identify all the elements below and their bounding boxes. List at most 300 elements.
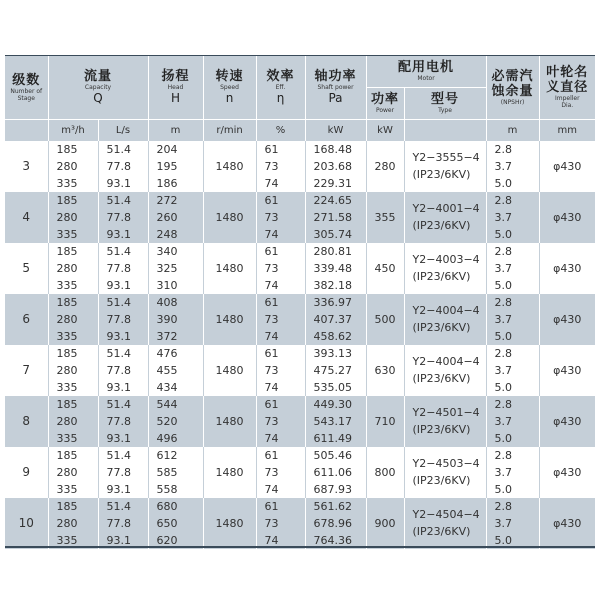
- head-cell-value: 408: [156, 295, 178, 309]
- efficiency-cell-value: 61: [264, 142, 279, 156]
- capacity-ls-cell: [98, 345, 148, 396]
- capacity-ls-cell: [98, 243, 148, 294]
- head-cell-value: 558: [156, 482, 178, 496]
- head-cell-value: 204: [156, 142, 178, 156]
- header-shaft-power: [305, 56, 366, 119]
- head-cell-value: 455: [156, 363, 178, 377]
- efficiency-cell-value: 61: [264, 193, 279, 207]
- efficiency-cell-value: 74: [264, 329, 279, 343]
- speed-cell: 1480: [203, 294, 256, 345]
- npsh-cell-value: 3.7: [494, 414, 513, 428]
- head-cell: [148, 498, 203, 549]
- capacity-ls-cell-value: 93.1: [106, 227, 131, 241]
- capacity-m3h-cell-value: 280: [56, 261, 78, 275]
- npsh-cell-value: 5.0: [494, 227, 513, 241]
- motor-type-line: Y2−4001−4: [412, 202, 480, 215]
- header-speed: [203, 56, 256, 119]
- capacity-m3h-cell-value: 280: [56, 363, 78, 377]
- motor-type-line: Y2−4504−4: [412, 508, 480, 521]
- capacity-ls-cell-value: 93.1: [106, 278, 131, 292]
- npsh-cell-value: 5.0: [494, 380, 513, 394]
- shaft-power-cell: [305, 447, 366, 498]
- motor-power-cell: 710: [366, 396, 404, 447]
- npsh-cell-value: 2.8: [494, 295, 513, 309]
- efficiency-cell-value: 74: [264, 482, 279, 496]
- efficiency-cell-value: 73: [264, 159, 279, 173]
- motor-type-line: (IP23/6KV): [412, 423, 471, 436]
- motor-type-cell: [404, 141, 486, 192]
- header-motor-en: Motor: [417, 75, 435, 83]
- capacity-ls-cell-value: 51.4: [106, 193, 131, 207]
- capacity-m3h-cell: [48, 192, 98, 243]
- head-cell-value: 612: [156, 448, 178, 462]
- capacity-m3h-cell-value: 185: [56, 142, 78, 156]
- table-row: [5, 447, 595, 498]
- capacity-m3h-cell-value: 185: [56, 295, 78, 309]
- speed-cell: 1480: [203, 192, 256, 243]
- speed-cell: 1480: [203, 345, 256, 396]
- header-npsh-en: (NPSHr): [500, 98, 525, 106]
- header-efficiency-symbol: η: [276, 91, 285, 106]
- npsh-cell-value: 5.0: [494, 176, 513, 190]
- capacity-m3h-cell-value: 280: [56, 516, 78, 530]
- motor-type-cell: [404, 447, 486, 498]
- capacity-m3h-cell: [48, 498, 98, 549]
- pump-performance-table: [5, 56, 595, 549]
- header-impeller-cn: 叶轮名义直径: [546, 65, 589, 96]
- capacity-m3h-cell-value: 335: [56, 482, 78, 496]
- motor-type-line: (IP23/6KV): [412, 321, 471, 334]
- shaft-power-cell: [305, 498, 366, 549]
- head-cell-value: 496: [156, 431, 178, 445]
- shaft-power-cell: [305, 396, 366, 447]
- motor-power-cell: 800: [366, 447, 404, 498]
- npsh-cell-value: 2.8: [494, 346, 513, 360]
- efficiency-cell-value: 61: [264, 397, 279, 411]
- npsh-cell-value: 3.7: [494, 159, 513, 173]
- head-cell-value: 390: [156, 312, 178, 326]
- capacity-m3h-cell-value: 280: [56, 210, 78, 224]
- capacity-m3h-cell-value: 185: [56, 193, 78, 207]
- impeller-dia-cell: φ430: [539, 498, 595, 549]
- capacity-m3h-cell-value: 335: [56, 329, 78, 343]
- capacity-ls-cell-value: 93.1: [106, 533, 131, 547]
- unit-stage: [5, 119, 48, 141]
- head-cell: [148, 447, 203, 498]
- header-capacity: [48, 56, 148, 119]
- unit-motor-type: [404, 119, 486, 141]
- head-cell: [148, 243, 203, 294]
- shaft-power-cell-value: 505.46: [313, 448, 353, 462]
- capacity-ls-cell: [98, 498, 148, 549]
- capacity-m3h-cell-value: 335: [56, 176, 78, 190]
- capacity-m3h-cell-value: 280: [56, 414, 78, 428]
- npsh-cell-value: 2.8: [494, 499, 513, 513]
- header-motor-type-en: Type: [438, 107, 452, 114]
- motor-type-cell: [404, 498, 486, 549]
- npsh-cell: [486, 498, 539, 549]
- stage-cell: 3: [5, 141, 48, 192]
- header-motor-type: [404, 87, 486, 119]
- capacity-ls-cell-value: 51.4: [106, 448, 131, 462]
- capacity-m3h-cell: [48, 447, 98, 498]
- head-cell: [148, 192, 203, 243]
- shaft-power-cell: [305, 294, 366, 345]
- head-cell-value: 680: [156, 499, 178, 513]
- header-motor-power-cn: 功率: [371, 92, 400, 107]
- efficiency-cell-value: 73: [264, 210, 279, 224]
- unit-capacity-m3h: m³/h: [48, 119, 98, 141]
- header-shaft-power-symbol: Pa: [328, 91, 343, 106]
- capacity-ls-cell-value: 77.8: [106, 312, 131, 326]
- shaft-power-cell: [305, 141, 366, 192]
- efficiency-cell-value: 73: [264, 516, 279, 530]
- motor-type-line: (IP23/6KV): [412, 168, 471, 181]
- efficiency-cell-value: 73: [264, 363, 279, 377]
- stage-cell: 4: [5, 192, 48, 243]
- stage-cell: 10: [5, 498, 48, 549]
- capacity-m3h-cell-value: 280: [56, 312, 78, 326]
- capacity-ls-cell-value: 51.4: [106, 346, 131, 360]
- header-stage-cn: 级数: [12, 72, 41, 88]
- header-stage-en: Number of Stage: [10, 87, 43, 102]
- head-cell-value: 544: [156, 397, 178, 411]
- head-cell-value: 620: [156, 533, 178, 547]
- impeller-dia-cell: φ430: [539, 141, 595, 192]
- header-shaft-power-en: Shaft power: [317, 84, 354, 92]
- table-row: [5, 498, 595, 549]
- impeller-dia-cell: φ430: [539, 192, 595, 243]
- impeller-dia-cell: φ430: [539, 396, 595, 447]
- efficiency-cell-value: 73: [264, 261, 279, 275]
- speed-cell: 1480: [203, 396, 256, 447]
- impeller-dia-cell: φ430: [539, 294, 595, 345]
- npsh-cell-value: 5.0: [494, 329, 513, 343]
- header-motor-power: [366, 87, 404, 119]
- efficiency-cell-value: 74: [264, 380, 279, 394]
- header-motor-power-en: Power: [375, 107, 395, 114]
- efficiency-cell: [256, 396, 305, 447]
- shaft-power-cell-value: 449.30: [313, 397, 353, 411]
- capacity-m3h-cell-value: 280: [56, 159, 78, 173]
- capacity-ls-cell: [98, 294, 148, 345]
- efficiency-cell: [256, 141, 305, 192]
- shaft-power-cell-value: 382.18: [313, 278, 353, 292]
- motor-type-line: (IP23/6KV): [412, 474, 471, 487]
- npsh-cell: [486, 345, 539, 396]
- shaft-power-cell-value: 168.48: [313, 142, 353, 156]
- table-row: [5, 396, 595, 447]
- capacity-m3h-cell: [48, 141, 98, 192]
- head-cell-value: 520: [156, 414, 178, 428]
- motor-type-cell: [404, 243, 486, 294]
- unit-motor-power: kW: [366, 119, 404, 141]
- capacity-m3h-cell: [48, 396, 98, 447]
- motor-type-line: (IP23/6KV): [412, 270, 471, 283]
- shaft-power-cell-value: 229.31: [313, 176, 353, 190]
- capacity-ls-cell: [98, 192, 148, 243]
- npsh-cell-value: 3.7: [494, 210, 513, 224]
- shaft-power-cell-value: 458.62: [313, 329, 353, 343]
- table-row: [5, 192, 595, 243]
- npsh-cell: [486, 396, 539, 447]
- npsh-cell-value: 5.0: [494, 431, 513, 445]
- shaft-power-cell-value: 280.81: [313, 244, 353, 258]
- motor-type-cell: [404, 192, 486, 243]
- npsh-cell-value: 3.7: [494, 363, 513, 377]
- capacity-m3h-cell-value: 185: [56, 346, 78, 360]
- head-cell-value: 372: [156, 329, 178, 343]
- capacity-m3h-cell-value: 185: [56, 499, 78, 513]
- header-speed-symbol: n: [225, 91, 234, 106]
- head-cell-value: 340: [156, 244, 178, 258]
- npsh-cell-value: 2.8: [494, 142, 513, 156]
- unit-npsh: m: [486, 119, 539, 141]
- header-motor-type-cn: 型号: [431, 92, 460, 107]
- head-cell-value: 186: [156, 176, 178, 190]
- efficiency-cell: [256, 498, 305, 549]
- shaft-power-cell-value: 393.13: [313, 346, 353, 360]
- head-cell-value: 272: [156, 193, 178, 207]
- npsh-cell-value: 5.0: [494, 533, 513, 547]
- capacity-ls-cell: [98, 396, 148, 447]
- npsh-cell: [486, 294, 539, 345]
- npsh-cell-value: 2.8: [494, 397, 513, 411]
- motor-type-line: Y2−4004−4: [412, 304, 480, 317]
- head-cell-value: 260: [156, 210, 178, 224]
- efficiency-cell: [256, 243, 305, 294]
- motor-power-cell: 630: [366, 345, 404, 396]
- efficiency-cell-value: 61: [264, 499, 279, 513]
- efficiency-cell: [256, 192, 305, 243]
- motor-power-cell: 450: [366, 243, 404, 294]
- shaft-power-cell-value: 687.93: [313, 482, 353, 496]
- capacity-m3h-cell-value: 335: [56, 227, 78, 241]
- stage-cell: 8: [5, 396, 48, 447]
- table-header: [5, 56, 595, 141]
- header-efficiency: [256, 56, 305, 119]
- unit-capacity-ls: L/s: [98, 119, 148, 141]
- shaft-power-cell-value: 611.49: [313, 431, 353, 445]
- efficiency-cell: [256, 345, 305, 396]
- shaft-power-cell: [305, 345, 366, 396]
- header-capacity-en: Capacity: [84, 84, 112, 92]
- npsh-cell-value: 3.7: [494, 516, 513, 530]
- capacity-m3h-cell: [48, 345, 98, 396]
- capacity-m3h-cell-value: 185: [56, 397, 78, 411]
- capacity-ls-cell: [98, 141, 148, 192]
- unit-efficiency: %: [256, 119, 305, 141]
- header-speed-cn: 转速: [215, 69, 244, 85]
- impeller-dia-cell: φ430: [539, 345, 595, 396]
- header-head: [148, 56, 203, 119]
- table-row: [5, 294, 595, 345]
- motor-power-cell: 280: [366, 141, 404, 192]
- efficiency-cell-value: 74: [264, 431, 279, 445]
- shaft-power-cell-value: 611.06: [313, 465, 353, 479]
- head-cell-value: 310: [156, 278, 178, 292]
- table-body: [5, 141, 595, 549]
- impeller-dia-cell: φ430: [539, 447, 595, 498]
- stage-cell: 6: [5, 294, 48, 345]
- capacity-ls-cell-value: 77.8: [106, 363, 131, 377]
- header-head-en: Head: [167, 84, 184, 92]
- efficiency-cell-value: 74: [264, 227, 279, 241]
- capacity-m3h-cell: [48, 243, 98, 294]
- shaft-power-cell-value: 475.27: [313, 363, 353, 377]
- capacity-m3h-cell-value: 185: [56, 244, 78, 258]
- capacity-m3h-cell: [48, 294, 98, 345]
- capacity-ls-cell-value: 93.1: [106, 431, 131, 445]
- capacity-ls-cell-value: 51.4: [106, 244, 131, 258]
- capacity-ls-cell-value: 77.8: [106, 465, 131, 479]
- capacity-m3h-cell-value: 280: [56, 465, 78, 479]
- head-cell: [148, 141, 203, 192]
- motor-type-line: (IP23/6KV): [412, 372, 471, 385]
- shaft-power-cell-value: 271.58: [313, 210, 353, 224]
- motor-type-line: Y2−4501−4: [412, 406, 480, 419]
- impeller-dia-cell: φ430: [539, 243, 595, 294]
- motor-type-cell: [404, 345, 486, 396]
- shaft-power-cell-value: 407.37: [313, 312, 353, 326]
- shaft-power-cell: [305, 192, 366, 243]
- capacity-ls-cell-value: 51.4: [106, 142, 131, 156]
- stage-cell: 7: [5, 345, 48, 396]
- efficiency-cell-value: 74: [264, 533, 279, 547]
- header-efficiency-en: Eff.: [275, 84, 286, 92]
- head-cell-value: 248: [156, 227, 178, 241]
- table-bottom-rule: [5, 546, 595, 548]
- motor-type-line: Y2−4003−4: [412, 253, 480, 266]
- motor-type-line: Y2−3555−4: [412, 151, 480, 164]
- table-row: [5, 243, 595, 294]
- header-head-symbol: H: [171, 91, 181, 106]
- npsh-cell: [486, 192, 539, 243]
- npsh-cell-value: 5.0: [494, 278, 513, 292]
- efficiency-cell: [256, 294, 305, 345]
- efficiency-cell-value: 73: [264, 465, 279, 479]
- head-cell: [148, 294, 203, 345]
- header-motor: [366, 56, 486, 87]
- shaft-power-cell-value: 561.62: [313, 499, 353, 513]
- efficiency-cell-value: 61: [264, 244, 279, 258]
- shaft-power-cell-value: 543.17: [313, 414, 353, 428]
- header-speed-en: Speed: [220, 84, 239, 92]
- shaft-power-cell: [305, 243, 366, 294]
- efficiency-cell-value: 61: [264, 295, 279, 309]
- unit-speed: r/min: [203, 119, 256, 141]
- unit-shaft-power: kW: [305, 119, 366, 141]
- head-cell-value: 476: [156, 346, 178, 360]
- capacity-ls-cell-value: 77.8: [106, 516, 131, 530]
- motor-type-cell: [404, 396, 486, 447]
- speed-cell: 1480: [203, 498, 256, 549]
- efficiency-cell-value: 74: [264, 278, 279, 292]
- speed-cell: 1480: [203, 141, 256, 192]
- unit-head: m: [148, 119, 203, 141]
- speed-cell: 1480: [203, 243, 256, 294]
- header-capacity-cn: 流量: [84, 69, 113, 85]
- motor-power-cell: 355: [366, 192, 404, 243]
- efficiency-cell-value: 61: [264, 346, 279, 360]
- header-stage: [5, 56, 48, 119]
- table-row: [5, 141, 595, 192]
- header-npsh-cn: 必需汽蚀余量: [491, 68, 534, 99]
- header-npsh: [486, 56, 539, 119]
- npsh-cell-value: 2.8: [494, 193, 513, 207]
- head-cell-value: 650: [156, 516, 178, 530]
- capacity-ls-cell-value: 51.4: [106, 397, 131, 411]
- capacity-ls-cell-value: 93.1: [106, 380, 131, 394]
- motor-type-cell: [404, 294, 486, 345]
- npsh-cell-value: 5.0: [494, 482, 513, 496]
- shaft-power-cell-value: 764.36: [313, 533, 353, 547]
- efficiency-cell-value: 74: [264, 176, 279, 190]
- motor-type-line: (IP23/6KV): [412, 219, 471, 232]
- npsh-cell: [486, 243, 539, 294]
- head-cell: [148, 345, 203, 396]
- shaft-power-cell-value: 336.97: [313, 295, 353, 309]
- capacity-ls-cell-value: 51.4: [106, 295, 131, 309]
- stage-cell: 9: [5, 447, 48, 498]
- shaft-power-cell-value: 203.68: [313, 159, 353, 173]
- unit-impeller: mm: [539, 119, 595, 141]
- stage-cell: 5: [5, 243, 48, 294]
- capacity-m3h-cell-value: 335: [56, 278, 78, 292]
- header-impeller-en: Impeller Dia.: [554, 95, 580, 110]
- capacity-m3h-cell-value: 335: [56, 431, 78, 445]
- motor-type-line: Y2−4503−4: [412, 457, 480, 470]
- npsh-cell-value: 2.8: [494, 244, 513, 258]
- capacity-ls-cell: [98, 447, 148, 498]
- header-capacity-symbol: Q: [93, 91, 103, 106]
- npsh-cell-value: 2.8: [494, 448, 513, 462]
- head-cell-value: 195: [156, 159, 178, 173]
- npsh-cell-value: 3.7: [494, 465, 513, 479]
- capacity-m3h-cell-value: 335: [56, 533, 78, 547]
- shaft-power-cell-value: 535.05: [313, 380, 353, 394]
- capacity-m3h-cell-value: 185: [56, 448, 78, 462]
- capacity-ls-cell-value: 93.1: [106, 482, 131, 496]
- motor-power-cell: 500: [366, 294, 404, 345]
- npsh-cell-value: 3.7: [494, 261, 513, 275]
- efficiency-cell: [256, 447, 305, 498]
- npsh-cell: [486, 141, 539, 192]
- capacity-ls-cell-value: 93.1: [106, 176, 131, 190]
- capacity-ls-cell-value: 51.4: [106, 499, 131, 513]
- header-motor-cn: 配用电机: [398, 60, 455, 76]
- header-shaft-power-cn: 轴功率: [314, 69, 357, 85]
- shaft-power-cell-value: 224.65: [313, 193, 353, 207]
- speed-cell: 1480: [203, 447, 256, 498]
- header-efficiency-cn: 效率: [266, 69, 295, 85]
- head-cell: [148, 396, 203, 447]
- motor-type-line: (IP23/6KV): [412, 525, 471, 538]
- capacity-m3h-cell-value: 335: [56, 380, 78, 394]
- head-cell-value: 325: [156, 261, 178, 275]
- shaft-power-cell-value: 678.96: [313, 516, 353, 530]
- table-row: [5, 345, 595, 396]
- capacity-ls-cell-value: 77.8: [106, 414, 131, 428]
- header-head-cn: 扬程: [161, 69, 190, 85]
- npsh-cell-value: 3.7: [494, 312, 513, 326]
- head-cell-value: 434: [156, 380, 178, 394]
- capacity-ls-cell-value: 77.8: [106, 159, 131, 173]
- units-row: [5, 119, 595, 141]
- shaft-power-cell-value: 305.74: [313, 227, 353, 241]
- npsh-cell: [486, 447, 539, 498]
- capacity-ls-cell-value: 77.8: [106, 210, 131, 224]
